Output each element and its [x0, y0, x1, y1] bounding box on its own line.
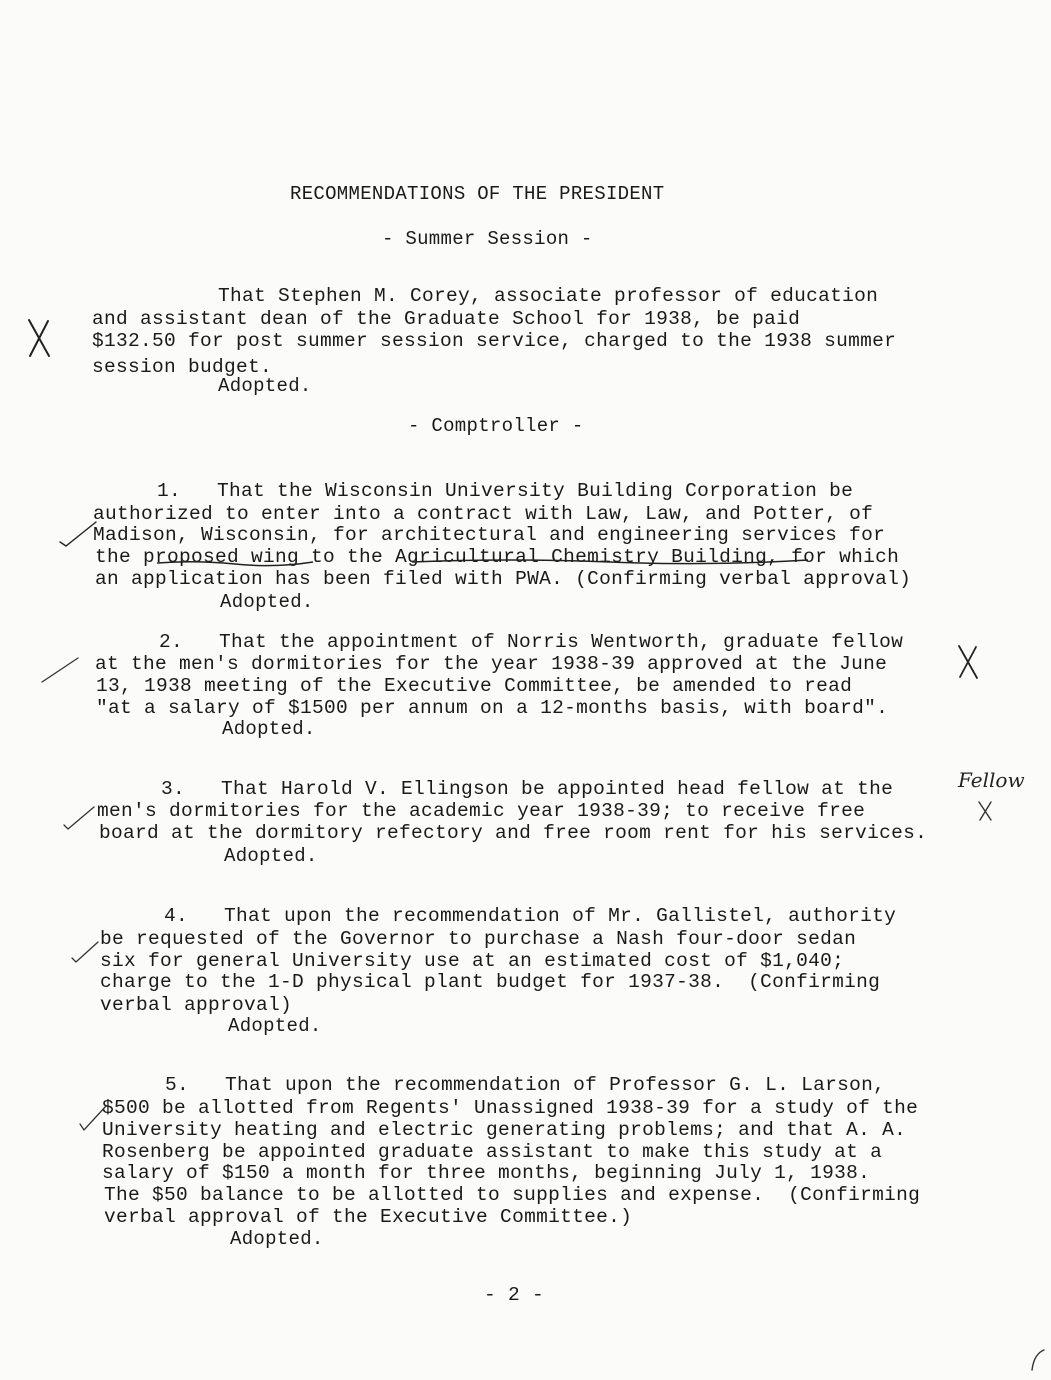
paragraph-line: verbal approval) [100, 994, 293, 1016]
checkmark-icon [58, 520, 98, 548]
adopted-status: Adopted. [220, 591, 314, 613]
paragraph-line: board at the dormitory refectory and free room rent for his services. [99, 822, 928, 844]
checkmark-icon [62, 805, 96, 831]
paragraph-line: Rosenberg be appointed graduate assistant to make this study at a [102, 1141, 883, 1163]
paragraph-line: The $50 balance to be allotted to supplies and expense. (Confirming [104, 1184, 921, 1206]
paragraph-line: University heating and electric generating problems; and that A. A. [102, 1119, 907, 1141]
paragraph-line: $500 be allotted from Regents' Unassigned 1938-39 for a study of the [102, 1097, 919, 1119]
adopted-status: Adopted. [222, 718, 316, 740]
paragraph-line: be requested of the Governor to purchase a Nash four-door sedan [100, 928, 857, 950]
handwritten-fellow-note: Fellow [958, 768, 1025, 792]
paragraph-line: authorized to enter into a contract with Law, Law, and Potter, of [93, 503, 874, 525]
paragraph-line: men's dormitories for the academic year 1938-39; to receive free [97, 800, 866, 822]
adopted-status: Adopted. [224, 845, 318, 867]
paragraph-line: and assistant dean of the Graduate School for 1938, be paid [92, 308, 801, 330]
page-corner-mark-icon [1030, 1348, 1046, 1372]
paragraph-line: the proposed wing to the Agricultural Chemistry Building, for which [95, 546, 900, 568]
paragraph-line: 1. That the Wisconsin University Building Corporation be [157, 480, 854, 502]
paragraph-line: 4. That upon the recommendation of Mr. Gallistel, authority [164, 905, 897, 927]
document-title: RECOMMENDATIONS OF THE PRESIDENT [290, 183, 665, 205]
paragraph-line: at the men's dormitories for the year 1938-39 approved at the June [95, 653, 888, 675]
adopted-status: Adopted. [218, 375, 312, 397]
handwritten-underline [155, 558, 315, 568]
checkmark-icon [78, 1104, 108, 1132]
paragraph-line: verbal approval of the Executive Committee.) [104, 1206, 633, 1228]
handwritten-x-mark-icon [956, 644, 980, 680]
section-heading-summer-session: - Summer Session - [382, 228, 593, 250]
handwritten-x-mark-icon [976, 800, 994, 822]
checkmark-icon [70, 940, 100, 964]
paragraph-line: 13, 1938 meeting of the Executive Committee, be amended to read [96, 675, 853, 697]
page-number: - 2 - [484, 1284, 545, 1306]
adopted-status: Adopted. [228, 1015, 322, 1037]
paragraph-line: $132.50 for post summer session service, charged to the 1938 summer [92, 330, 897, 352]
handwritten-strikethrough [410, 556, 810, 566]
paragraph-line: 3. That Harold V. Ellingson be appointed head fellow at the [161, 778, 894, 800]
adopted-status: Adopted. [230, 1228, 324, 1250]
paragraph-line: Madison, Wisconsin, for architectural and engineering services for [93, 524, 886, 546]
paragraph-line: an application has been filed with PWA. (Confirming verbal approval) [95, 568, 912, 590]
paragraph-line: 5. That upon the recommendation of Professor G. L. Larson, [165, 1074, 886, 1096]
paragraph-line: session budget. [92, 356, 273, 378]
checkmark-icon [40, 656, 80, 686]
paragraph-line: salary of $150 a month for three months, beginning July 1, 1938. [102, 1162, 871, 1184]
paragraph-line: "at a salary of $1500 per annum on a 12-months basis, with board". [96, 697, 889, 719]
section-heading-comptroller: - Comptroller - [408, 415, 584, 437]
handwritten-x-mark-icon [26, 318, 52, 358]
paragraph-line: six for general University use at an estimated cost of $1,040; [100, 950, 845, 972]
paragraph-line: charge to the 1-D physical plant budget for 1937-38. (Confirming [100, 971, 881, 993]
paragraph-line: 2. That the appointment of Norris Wentworth, graduate fellow [159, 631, 904, 653]
paragraph-line: That Stephen M. Corey, associate professor of education [218, 285, 879, 307]
